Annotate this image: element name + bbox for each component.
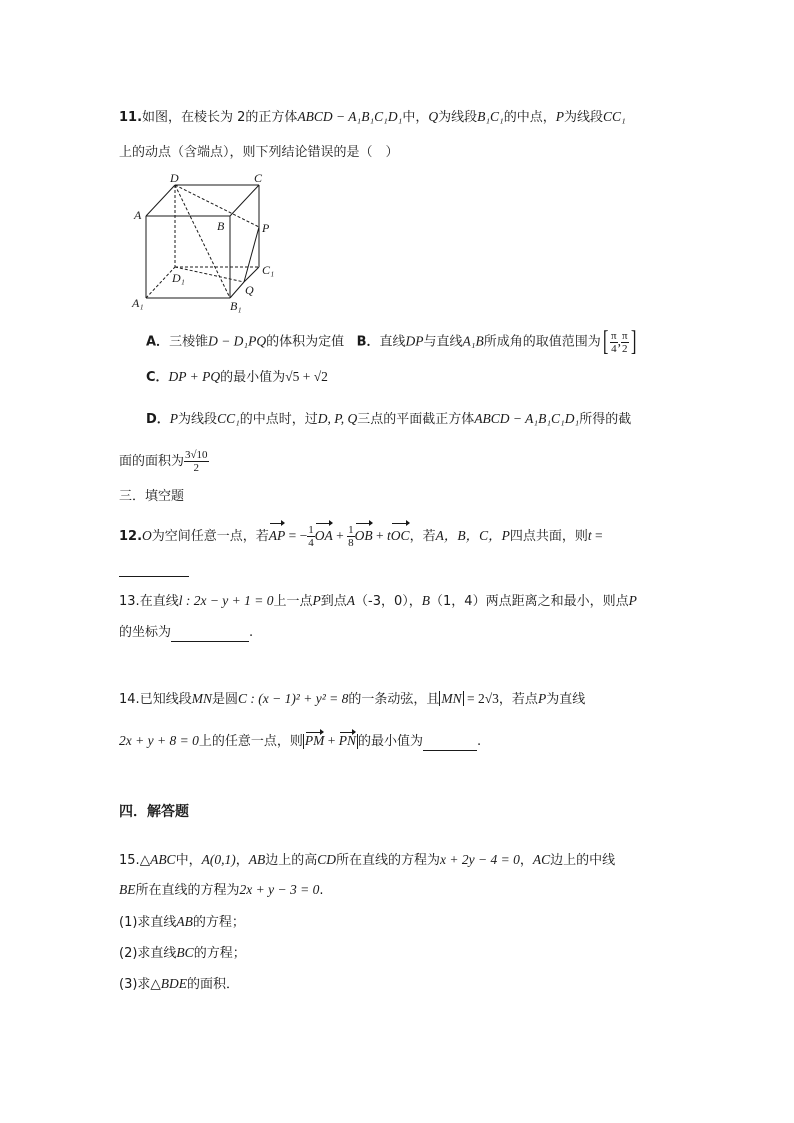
label-B1: B₁ bbox=[230, 299, 242, 313]
q13-line1: 13.在直线l : 2x − y + 1 = 0上一点P到点A（-3，0），B（1，4）两点距离之和最小，则点P bbox=[119, 593, 637, 609]
q14-line1: 14.已知线段MN是圆C : (x − 1)² + y² = 8的一条动弦，且 MN = 2√3，若点P为直线 bbox=[119, 691, 586, 707]
label-C1: C₁ bbox=[262, 263, 275, 277]
q11-line1: 11.如图，在棱长为 2的正方体ABCD − A₁B₁C₁D₁中，Q为线段B₁C₁的中点，P为线段CC₁ bbox=[119, 109, 626, 125]
q11-line2: 上的动点（含端点），则下列结论错误的是（ ） bbox=[119, 145, 399, 160]
q11-number: 11. bbox=[119, 110, 143, 125]
label-P: P bbox=[262, 221, 270, 235]
q14-answer-blank[interactable] bbox=[423, 736, 477, 751]
q11-option-c: C．DP + PQ的最小值为√5 + √2 bbox=[146, 369, 328, 385]
label-C: C bbox=[254, 171, 263, 185]
q15-line1: 15.△ABC中，A(0,1)，AB边上的高CD所在直线的方程为x + 2y − 4 = 0，AC边上的中线 bbox=[119, 852, 616, 868]
label-A: A bbox=[134, 208, 142, 222]
section-answer-heading: 四．解答题 bbox=[119, 804, 189, 820]
q12-line: 12.O为空间任意一点，若AP = − $\frac{1}{4}$ OA + $\frac{1}{8}$ OB + tOC，若A，B，C，P四点共面，则t = bbox=[119, 524, 603, 549]
label-A1: A₁ bbox=[132, 296, 144, 310]
q13-line2: 的坐标为 . bbox=[119, 625, 254, 640]
q15-part1: (1)求直线AB的方程； bbox=[119, 914, 245, 930]
label-B: B bbox=[217, 219, 225, 233]
q12-answer-blank[interactable] bbox=[119, 562, 189, 577]
q13-answer-blank[interactable] bbox=[171, 627, 249, 642]
q11-option-d-line2: 面的面积为 $\frac{3√10}{2}$ bbox=[119, 449, 208, 474]
q14-line2: 2x + y + 8 = 0上的任意一点，则 PM + PN 的最小值为 . bbox=[119, 733, 482, 749]
q15-part2: (2)求直线BC的方程； bbox=[119, 945, 246, 961]
label-D: D bbox=[170, 171, 179, 185]
q15-part3: (3)求△BDE的面积． bbox=[119, 976, 240, 992]
cube-name: ABCD − A₁B₁C₁D₁ bbox=[297, 109, 403, 124]
cube-figure bbox=[128, 170, 288, 315]
label-Q: Q bbox=[245, 283, 254, 297]
label-D1: D₁ bbox=[172, 271, 185, 285]
q15-line2: BE所在直线的方程为2x + y − 3 = 0. bbox=[119, 882, 324, 898]
q11-option-d: D．P为线段CC₁的中点时，过D, P, Q三点的平面截正方体ABCD − A₁B₁C₁D₁所得的截 bbox=[146, 411, 632, 427]
q11-options-ab: A．三棱锥D − D₁PQ的体积为定值 B．直线DP与直线A₁B所成角的取值范围为[ $\frac{\pi}{4}$ , $\frac{\pi}{2}$ ] bbox=[146, 326, 637, 357]
section-fill-in-heading: 三．填空题 bbox=[119, 489, 185, 504]
